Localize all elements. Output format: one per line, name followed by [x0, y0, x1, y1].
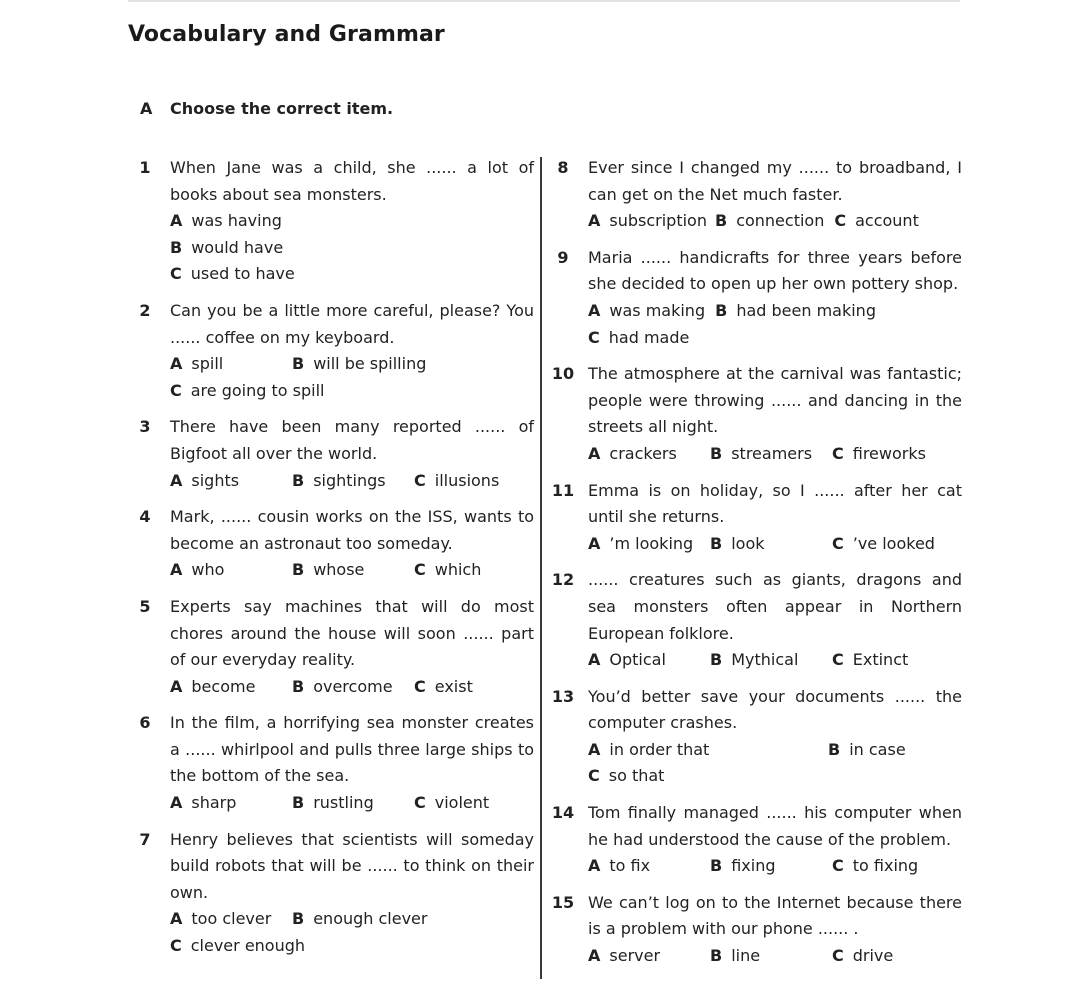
option-row: [588, 298, 962, 325]
option-row: [588, 441, 962, 468]
option-a[interactable]: [588, 853, 710, 880]
option-letter: A: [588, 650, 601, 670]
option-text: Mythical: [731, 650, 799, 670]
question-text: Henry believes that scientists will someday build robots that will be ...... to think on their own.: [170, 829, 534, 902]
option-text: whose: [313, 560, 365, 580]
question-number: 7: [139, 829, 151, 849]
option-letter: B: [292, 676, 305, 696]
option-c[interactable]: [832, 441, 926, 468]
question-text: Emma is on holiday, so I ...... after her cat until she returns.: [588, 480, 962, 527]
question-12: [548, 567, 962, 673]
option-a[interactable]: [588, 647, 710, 674]
option-text: ’ve looked: [852, 533, 935, 553]
option-letter: A: [588, 946, 601, 966]
option-c[interactable]: [832, 531, 935, 558]
option-letter: A: [588, 856, 601, 876]
option-letter: C: [832, 533, 844, 553]
option-text: was having: [191, 211, 282, 231]
question-5: [130, 594, 534, 700]
option-letter: C: [414, 470, 426, 490]
option-text: streamers: [731, 443, 813, 463]
option-c[interactable]: [170, 261, 295, 288]
option-b[interactable]: [292, 468, 414, 495]
option-row: [170, 235, 534, 262]
option-text: in order that: [609, 739, 710, 759]
option-b[interactable]: [710, 441, 832, 468]
option-row: [170, 790, 534, 817]
option-row: [588, 737, 962, 764]
option-b[interactable]: [710, 943, 832, 970]
question-4: [130, 504, 534, 584]
question-text: Mark, ...... cousin works on the ISS, wants to become an astronaut too someday.: [170, 507, 534, 553]
option-letter: C: [832, 856, 844, 876]
option-letter: A: [588, 739, 601, 759]
question-number: 10: [551, 364, 575, 384]
question-number: 4: [139, 507, 151, 527]
right-column: [548, 155, 962, 980]
option-text: server: [609, 946, 661, 966]
option-row: [588, 325, 962, 352]
option-text: account: [855, 211, 919, 231]
option-text: will be spilling: [313, 354, 427, 374]
option-text: rustling: [313, 793, 374, 813]
option-text: enough clever: [313, 909, 428, 929]
option-row: [588, 208, 962, 235]
option-a[interactable]: [170, 557, 292, 584]
option-text: used to have: [190, 264, 295, 284]
question-text: There have been many reported ...... of Bigfoot all over the world.: [170, 417, 534, 463]
option-letter: C: [588, 327, 600, 347]
option-letter: C: [170, 936, 182, 956]
option-row: [170, 468, 534, 495]
column-divider: [540, 157, 542, 979]
option-b[interactable]: [170, 235, 283, 262]
section-heading: [140, 99, 393, 118]
option-letter: B: [292, 470, 305, 490]
option-letter: B: [170, 237, 183, 257]
question-text: You’d better save your documents ...... the computer crashes.: [588, 686, 962, 733]
option-a[interactable]: [588, 298, 705, 325]
option-a[interactable]: [588, 943, 710, 970]
option-text: sights: [191, 470, 240, 490]
page-title: Vocabulary and Grammar: [128, 22, 445, 47]
option-row: [588, 853, 962, 880]
option-b[interactable]: [292, 674, 414, 701]
question-14: [548, 800, 962, 880]
question-8: [548, 155, 962, 235]
option-row: [588, 531, 962, 558]
question-number: 13: [551, 686, 575, 706]
option-c[interactable]: [588, 325, 689, 352]
option-text: drive: [852, 946, 894, 966]
option-a[interactable]: [170, 674, 292, 701]
option-c[interactable]: [170, 378, 324, 405]
question-number: 1: [139, 158, 151, 177]
question-text: Ever since I changed my ...... to broadband, I can get on the Net much faster.: [588, 158, 962, 204]
option-c[interactable]: [414, 557, 481, 584]
question-7: [130, 827, 534, 960]
question-10: [548, 361, 962, 467]
option-row: [588, 647, 962, 674]
option-a[interactable]: [170, 208, 282, 235]
question-number: 15: [551, 892, 575, 912]
option-b[interactable]: [292, 790, 414, 817]
option-row: [170, 557, 534, 584]
question-3: [130, 414, 534, 494]
option-text: line: [731, 946, 761, 966]
option-letter: A: [588, 300, 601, 320]
option-b[interactable]: [710, 531, 832, 558]
question-text: Experts say machines that will do most chores around the house will soon ...... part of our everyday reality.: [170, 596, 534, 670]
option-row: [170, 906, 534, 933]
option-a[interactable]: [588, 531, 710, 558]
section-letter: A: [140, 99, 153, 118]
option-letter: C: [834, 211, 847, 231]
question-text: When Jane was a child, she ...... a lot of books about sea monsters.: [170, 158, 534, 204]
option-text: spill: [191, 354, 224, 374]
option-letter: C: [414, 793, 426, 813]
option-a[interactable]: [170, 468, 292, 495]
option-text: had been making: [736, 300, 876, 320]
option-letter: C: [832, 650, 844, 670]
option-a[interactable]: [588, 208, 707, 235]
option-row: [170, 674, 534, 701]
option-a[interactable]: [170, 906, 292, 933]
question-9: [548, 245, 962, 351]
option-row: [170, 378, 534, 405]
section-instruction: Choose the correct item.: [170, 99, 394, 118]
option-letter: A: [170, 909, 183, 929]
option-text: so that: [608, 766, 665, 786]
option-c[interactable]: [414, 468, 499, 495]
option-b[interactable]: [715, 208, 824, 235]
option-text: look: [731, 533, 765, 553]
option-text: illusions: [434, 470, 500, 490]
question-text: We can’t log on to the Internet because there is a problem with our phone ...... .: [588, 892, 962, 939]
option-letter: B: [710, 946, 723, 966]
option-c[interactable]: [832, 853, 918, 880]
option-letter: B: [292, 354, 305, 374]
option-letter: B: [714, 211, 728, 231]
option-text: which: [434, 560, 482, 580]
option-letter: A: [588, 443, 601, 463]
option-b[interactable]: [292, 351, 426, 378]
question-2: [130, 298, 534, 404]
option-a[interactable]: [588, 441, 710, 468]
option-text: become: [191, 676, 256, 696]
option-c[interactable]: [832, 943, 893, 970]
top-rule: [128, 0, 960, 2]
option-b[interactable]: [292, 906, 427, 933]
question-6: [130, 710, 534, 816]
question-11: [548, 478, 962, 558]
option-letter: B: [828, 739, 841, 759]
option-text: connection: [736, 211, 825, 231]
option-row: [170, 208, 534, 235]
question-number: 14: [551, 803, 575, 823]
option-text: are going to spill: [190, 380, 325, 400]
question-number: 11: [551, 480, 575, 500]
option-letter: C: [832, 443, 844, 463]
option-text: crackers: [609, 443, 677, 463]
option-letter: A: [170, 470, 183, 490]
question-number: 6: [139, 713, 151, 733]
option-text: violent: [434, 793, 490, 813]
option-letter: C: [832, 946, 844, 966]
option-row: [170, 933, 534, 960]
option-text: too clever: [191, 909, 272, 929]
option-letter: B: [715, 300, 728, 320]
option-c[interactable]: [834, 208, 919, 235]
question-15: [548, 890, 962, 970]
option-text: fireworks: [852, 443, 926, 463]
option-letter: B: [710, 443, 723, 463]
option-c[interactable]: [414, 674, 473, 701]
option-letter: A: [170, 211, 183, 231]
option-letter: B: [710, 650, 723, 670]
option-c[interactable]: [414, 790, 489, 817]
option-letter: A: [170, 793, 183, 813]
option-a[interactable]: [170, 790, 292, 817]
option-text: sharp: [191, 793, 237, 813]
left-column: [130, 155, 534, 970]
option-a[interactable]: [588, 737, 828, 764]
option-row: [588, 943, 962, 970]
question-text: Can you be a little more careful, please? You ...... coffee on my keyboard.: [170, 300, 534, 347]
option-letter: B: [292, 909, 305, 929]
option-text: who: [191, 560, 225, 580]
option-letter: B: [710, 533, 723, 553]
option-text: Extinct: [852, 650, 909, 670]
option-letter: C: [170, 264, 182, 284]
option-a[interactable]: [170, 351, 292, 378]
option-text: to fixing: [852, 856, 919, 876]
option-letter: C: [170, 380, 182, 400]
option-text: was making: [609, 300, 706, 320]
question-text: Tom finally managed ...... his computer when he had understood the cause of the problem.: [588, 803, 962, 849]
option-text: exist: [434, 676, 473, 696]
question-text: ...... creatures such as giants, dragons and sea monsters often appear in Northern European folklore.: [588, 570, 962, 643]
option-text: sightings: [313, 470, 386, 490]
option-c[interactable]: [832, 647, 908, 674]
option-b[interactable]: [710, 853, 832, 880]
option-letter: B: [710, 856, 723, 876]
option-letter: B: [292, 793, 305, 813]
option-text: fixing: [731, 856, 776, 876]
question-number: 12: [551, 570, 575, 590]
question-text: The atmosphere at the carnival was fantastic; people were throwing ...... and dancing in the streets all night.: [588, 364, 962, 437]
question-number: 3: [139, 417, 151, 437]
question-text: In the film, a horrifying sea monster creates a ...... whirlpool and pulls three large ships to the bottom of the sea.: [170, 713, 534, 786]
option-letter: A: [170, 560, 183, 580]
option-letter: C: [588, 766, 600, 786]
option-text: would have: [191, 237, 284, 257]
option-row: [588, 763, 962, 790]
option-letter: B: [292, 560, 305, 580]
option-c[interactable]: [588, 763, 664, 790]
option-letter: A: [170, 676, 183, 696]
option-row: [170, 261, 534, 288]
option-text: in case: [849, 739, 906, 759]
question-number: 2: [139, 300, 151, 320]
question-1: [130, 155, 534, 288]
option-letter: C: [414, 560, 426, 580]
option-letter: A: [588, 211, 601, 231]
question-text: Maria ...... handicrafts for three years before she decided to open up her own pottery shop.: [588, 247, 962, 294]
option-text: overcome: [313, 676, 393, 696]
option-letter: C: [414, 676, 426, 696]
question-number: 9: [557, 247, 569, 267]
option-text: had made: [608, 327, 690, 347]
option-row: [170, 351, 534, 378]
option-text: clever enough: [190, 936, 306, 956]
option-b[interactable]: [715, 298, 876, 325]
option-text: Optical: [609, 650, 666, 670]
question-number: 5: [139, 596, 151, 616]
question-13: [548, 684, 962, 790]
option-letter: A: [170, 354, 183, 374]
question-number: 8: [557, 158, 569, 177]
option-letter: A: [588, 533, 601, 553]
option-text: subscription: [609, 211, 707, 231]
option-text: ’m looking: [609, 533, 694, 553]
option-b[interactable]: [828, 737, 906, 764]
option-b[interactable]: [710, 647, 832, 674]
option-b[interactable]: [292, 557, 414, 584]
option-text: to fix: [609, 856, 651, 876]
option-c[interactable]: [170, 933, 305, 960]
